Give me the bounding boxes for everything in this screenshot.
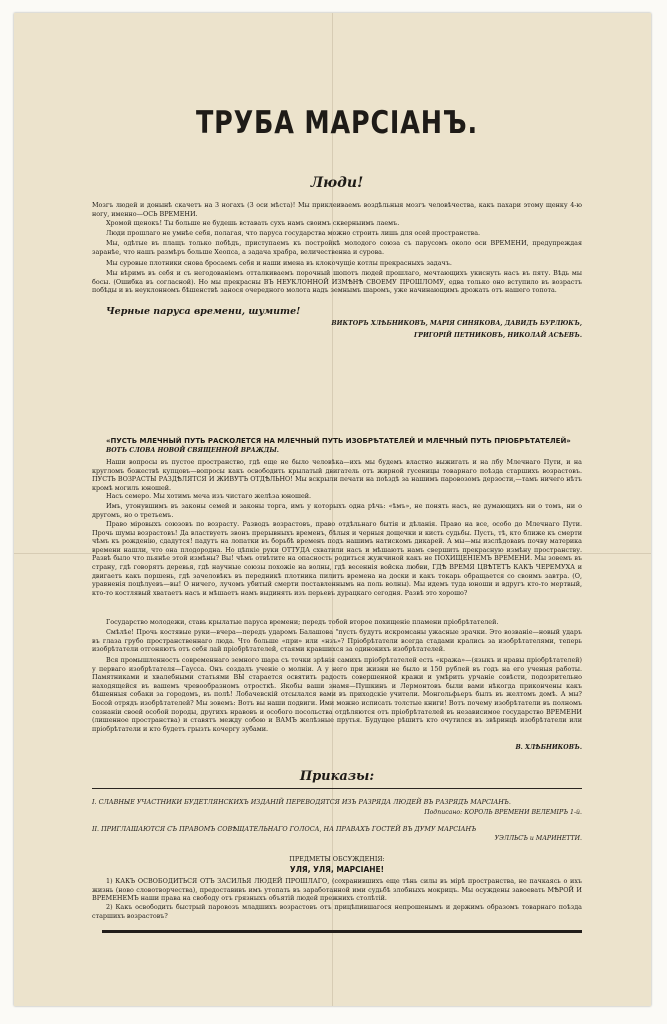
martians-shout: УЛЯ, УЛЯ, МАРСІАНЕ! xyxy=(289,865,385,874)
bottom-rule xyxy=(102,930,582,933)
body-paragraph: Имъ, утонувшимъ въ законы семей и законы торга, имъ у которыхъ одна рѣчь: «ѣмъ», не понять насъ, не думающихъ ни о томъ, ни о другомъ, но о третьемъ. xyxy=(92,502,582,519)
quote-heading: «ПУСТЬ МЛЕЧНЫЙ ПУТЬ РАСКОЛЕТСЯ НА МЛЕЧНЫЙ ПУТЬ ИЗОБРѢТАТЕЛЕЙ И МЛЕЧНЫЙ ПУТЬ ПРІОБРѢТАТЕЛЕЙ» xyxy=(106,437,571,445)
divider xyxy=(92,788,582,789)
intro-paragraph: Мы вѣримъ въ себя и съ негодованіемъ отталкиваемъ порочный шопотъ людей прошлаго, мечтающихъ укиснуть насъ въ пяту. Вѣдь мы босы. (Ошибка въ согласной). Но мы прекрасны ВЪ НЕУКЛОННОЙ ИЗМѢНѢ СВОЕМУ ПРОШЛОМУ, едва только оно вступило въ возрастъ побѣды и въ неуклонномъ бѣшенствѣ занося очередного молота надъ земнымъ шаромъ, уже начинающимъ дрожать отъ нашего топота. xyxy=(92,269,582,295)
signatories-line: ВИКТОРЪ ХЛѢБНИКОВЪ, МАРІЯ СИНЯКОВА, ДАВИДЪ БУРЛЮКЪ, xyxy=(331,320,582,327)
quote-subheading: ВОТЪ СЛОВА НОВОЙ СВЯЩЕННОЙ ВРАЖДЫ. xyxy=(106,447,279,454)
body-paragraph: Государство молодежи, ставь крылатые паруса времени; передъ тобой второе похищеніе пламени пріобрѣтателей. xyxy=(106,618,499,626)
orders-title: Приказы: xyxy=(299,769,375,784)
intro-paragraph: Мозгъ людей и донынѣ скачетъ на 3 ногахъ (3 оси мѣста)! Мы приклеиваемъ воздѣльныя мозгъ человѣчества, какъ пахари этому щенку 4-ю ногу, именно—ОСЬ ВРЕМЕНИ. xyxy=(92,201,582,218)
intro-paragraph: Мы, одѣтые въ плащъ только побѣдъ, приступаемъ къ постройкѣ молодого союза съ парусомъ около оси ВРЕМЕНИ, предупреждая заранѣе, что нашъ размѣръ больше Хеопса, а задача храбра, величественна и сурова. xyxy=(92,239,582,256)
discussion-item: 1) КАКЪ ОСВОБОДИТЬСЯ ОТЪ ЗАСИЛЬЯ ЛЮДЕЙ ПРОШЛАГО, (сохранившихъ еще тѣнь силы въ мірѣ пространства, не пачкаясь о ихъ жизнь (ново словотворчества), предоставивъ имъ утопать въ заработанной ими судьбѣ злобныхъ мокрицъ. Мы осуждены завоевать МѢРОЙ И ВРЕМЕНЕМЪ наши права на свободу отъ грязныхъ объятій людей прежнихъ столѣтій. xyxy=(92,877,582,903)
intro-paragraph: Мы суровые плотники снова бросаемъ себя и наши имена въ клокочущіе котлы прекрасныхъ задачъ. xyxy=(106,259,452,267)
signatories-line: ГРИГОРІЙ ПЕТНИКОВЪ, НИКОЛАЙ АСѢЕВЪ. xyxy=(414,332,582,339)
body-paragraph: Смѣлѣе! Прочь костявые руки—вчера—передъ ударомъ Балашова "пусть будутъ искромсаны ужасные зрачки. Это возваніе—новый ударъ въ глаза грубо пространственнаго люда. Что больше «при» или «нзъ»? Пріобрѣтатели всегда стадами крались за изобрѣтателями, теперь изобрѣтатели отгоняютъ отъ себя лай пріобрѣтателей, стаями кравшихся за одинокихъ изобрѣтателей. xyxy=(92,628,582,654)
greeting: Люди! xyxy=(310,175,364,191)
body-paragraph: Наши вопросы въ пустое пространство, гдѣ еще не было человѣка—ихъ мы будемъ властно выжигать и на лбу Млечнаго Пути, и на кругломъ божествѣ купцовъ—вопросы какъ освободить крылатый двигатель отъ жирной гусеницы товарнаго поѣзда старшихъ возрастовъ. ПУСТЬ ВОЗРАСТЫ РАЗДѢЛЯТСЯ И ЖИВУТЪ ОТДѢЛЬНО! Мы вскрыли печати на поѣздѣ за нашимъ паровозомъ дерзости,—тамъ ничего нѣтъ кромѣ могилъ юношей. xyxy=(92,458,582,492)
discussion-item: 2) Какъ освободить быстрый паровозъ младшихъ возрастовъ отъ прицѣпившагося непрошенымъ и держимъ образомъ товарнаго поѣзда старшихъ возрастовъ? xyxy=(92,903,582,920)
poster-title: ТРУБА МАРСІАНЪ. xyxy=(196,105,478,141)
order-item: I. СЛАВНЫЕ УЧАСТНИКИ БУДЕТЛЯНСКИХЪ ИЗДАНІЙ ПЕРЕВОДЯТСЯ ИЗЪ РАЗРЯДА ЛЮДЕЙ ВЪ РАЗРЯДЪ МАРСІАНЪ. xyxy=(92,798,511,806)
order-signature: УЭЛЛЬСЪ и МАРИНЕТТИ. xyxy=(494,835,582,842)
poster-sheet xyxy=(14,13,651,1006)
body-paragraph: Вся промышленность современнаго земного шара съ точки зрѣнія самихъ пріобрѣтателей есть «кража»—(языкъ и нравы пріобрѣтателей) у перваго изобрѣтателя—Гаусса. Онъ создалъ ученіе о молніи. А у него при жизни не было и 150 рублей въ годъ на его ученыя работы. Памятниками и хвалебными статьями ВЫ старается освятить радость совершенной кражи и умѣрить урчаніе совѣсти, подозрительно находящейся въ вашемъ чревообразномъ отросткѣ. Якобы ваши знамя—Пушкинъ и Лермонтовъ были вами нѣкогда прикончены какъ бѣшенныя собаки за городомъ, въ полѣ! Лобачевскій отсылался вами въ приходскіе учители. Монгольфьеръ былъ въ желтомъ домѣ. А мы? Босой отрядъ изобрѣтателей? Мы зовемъ: Вотъ вы наши подвиги. Ими можно исписать толстые книги! Вотъ почему изобрѣтатели въ полномъ сознаніи своей особой породы, другихъ нравовъ и особого посольства отдѣляются отъ пріобрѣтателей въ независимое государство ВРЕМЕНИ (лишенное пространства) и ставятъ между собою и ВАМЪ желѣзные прутья. Будущее рѣшитъ кто очутился въ звѣринцѣ изобрѣтатели или пріобрѣтатели и кто будетъ грызть кочергу зубами. xyxy=(92,656,582,733)
order-signature: Подписано: КОРОЛЬ ВРЕМЕНИ ВЕЛЕМІРЪ 1-й. xyxy=(424,809,582,816)
body-paragraph: Насъ семеро. Мы хотимъ меча изъ чистаго желѣза юношей. xyxy=(106,492,312,500)
body-signature: В. ХЛѢБНИКОВЪ. xyxy=(515,744,582,751)
intro-paragraph: Хромой щенокъ! Ты больше не будешь вставать сухъ намъ своимъ скверныимъ лаемъ. xyxy=(106,219,400,227)
discussion-title: ПРЕДМЕТЫ ОБСУЖДЕНІЯ: xyxy=(289,855,385,863)
order-item: II. ПРИГЛАШАЮТСЯ СЪ ПРАВОМЪ СОВѢЩАТЕЛЬНАГО ГОЛОСА, НА ПРАВАХЪ ГОСТЕЙ ВЪ ДУМУ МАРСІАНЪ xyxy=(92,825,477,833)
body-paragraph: Право міровыхъ союзовъ по возрасту. Разводъ возрастовъ, право отдѣльнаго бытія и дѣланія. Право на все, особо до Млечнаго Пути. Прочь шумы возрастовъ! Да властвуетъ звонъ прерывныхъ временъ, бѣлыя и черныя дощечки и кисть судьбы. Пусть, тѣ, кто ближе къ смерти чѣмъ къ рожденію, сдадутся! падутъ на лопатки въ борьбѣ временъ подъ нашимъ натискомъ дикарей. А мы—мы изслѣдовавъ почву материка времени нашли, что она плодородна. Но цѣпкіе руки ОТТУДА схватили насъ и мѣшаютъ намъ свершить прекрасную измѣну пространству. Развѣ было что пьянѣе этой измѣны? Вы! чѣмъ отвѣтите на опасность родиться жужчиной какъ не ПОХИЩЕНІЕМЪ ВРЕМЕНИ. Мы зовемъ въ страну, гдѣ говорятъ деревья, гдѣ научные союзы похожіе на волны, гдѣ весеннія войска любви, ГДѢ ВРЕМЯ ЦВѢТЕТЪ КАКЪ ЧЕРЕМУХА и двигаетъ какъ поршень, гдѣ зачеловѣкъ въ передникѣ плотника пилитъ времена на доски и какъ токарь обращается со своимъ завтра. (О, уравненія поцѣлуевъ—вы! О ничего, лучомъ убитый смерти поставленнымъ на поль волны). Мы идемъ туда юноши и вдругъ кто-то мертвый, кто-то костлявый хватаетъ насъ и мѣшаетъ намъ выдинять изъ перьевъ дурацкаго сегодня. Развѣ это хорошо? xyxy=(92,520,582,597)
intro-paragraph: Люди прошлаго не умнѣе себя, полагая, что паруса государства можно строить лишь для осей пространства. xyxy=(106,229,481,237)
sails-slogan: Черные паруса времени, шумите! xyxy=(106,306,301,317)
